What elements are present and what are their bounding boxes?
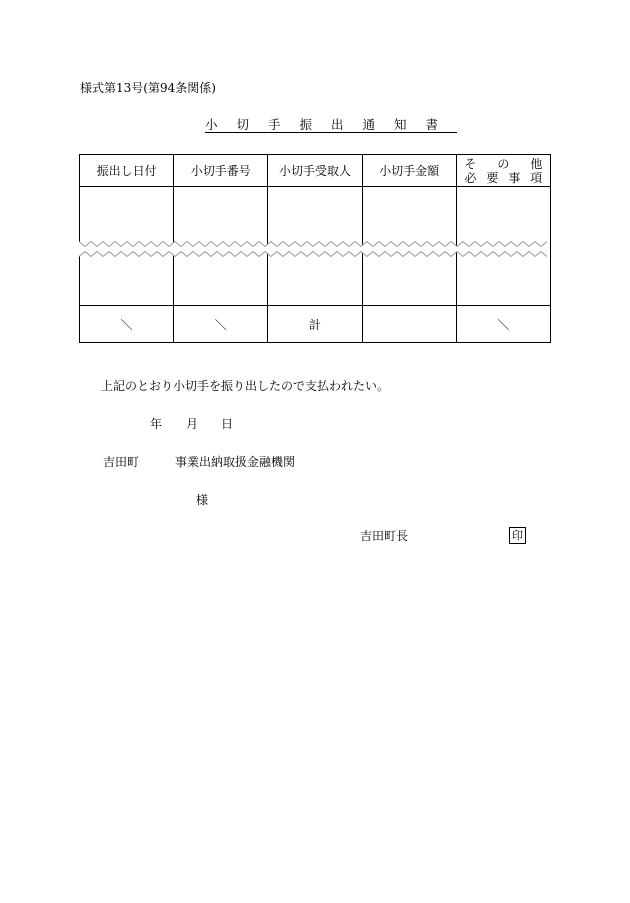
financial-institution: 事業出納取扱金融機関	[175, 455, 296, 469]
total-row	[80, 306, 551, 343]
total-cell-slash: ＼	[174, 306, 268, 343]
header-other-char: 要	[486, 170, 502, 185]
header-issue-date: 振出し日付	[80, 155, 174, 187]
header-other-items	[456, 155, 550, 187]
header-other-char: そ	[464, 156, 485, 171]
total-amount	[362, 306, 456, 343]
seal-stamp-box: 印	[509, 527, 526, 544]
table-cell	[362, 187, 456, 246]
header-other-char: 必	[464, 170, 480, 185]
town-name: 吉田町	[103, 455, 140, 469]
table-cell	[174, 187, 268, 246]
date-year-label: 年	[150, 417, 163, 431]
header-other-line2	[464, 171, 542, 185]
honorific-sama: 様	[196, 493, 209, 507]
form-number-label: 様式第13号(第94条関係)	[80, 81, 216, 95]
page-tear-separator	[79, 238, 552, 260]
header-check-number: 小切手番号	[174, 155, 268, 187]
header-other-char: 項	[530, 170, 543, 185]
table-header-row	[80, 155, 551, 187]
document-title: 小切手振出通知書	[205, 117, 458, 132]
table-cell	[456, 187, 550, 246]
header-amount: 小切手金額	[362, 155, 456, 187]
table-cell	[268, 187, 362, 246]
date-month-label: 月	[186, 417, 199, 431]
tear-gap	[79, 242, 547, 257]
payment-statement: 上記のとおり小切手を振り出したので支払われたい。	[101, 379, 390, 393]
table-row	[80, 187, 551, 246]
header-other-char: 他	[530, 156, 543, 171]
header-payee: 小切手受取人	[268, 155, 362, 187]
table-cell	[80, 187, 174, 246]
total-cell-slash: ＼	[456, 306, 550, 343]
total-cell-slash: ＼	[80, 306, 174, 343]
header-other-char: の	[497, 156, 518, 171]
mayor-title: 吉田町長	[360, 529, 409, 543]
header-other-char: 事	[508, 170, 524, 185]
date-day-label: 日	[221, 417, 234, 431]
header-other-line1	[464, 157, 542, 171]
total-label: 計	[268, 306, 362, 343]
